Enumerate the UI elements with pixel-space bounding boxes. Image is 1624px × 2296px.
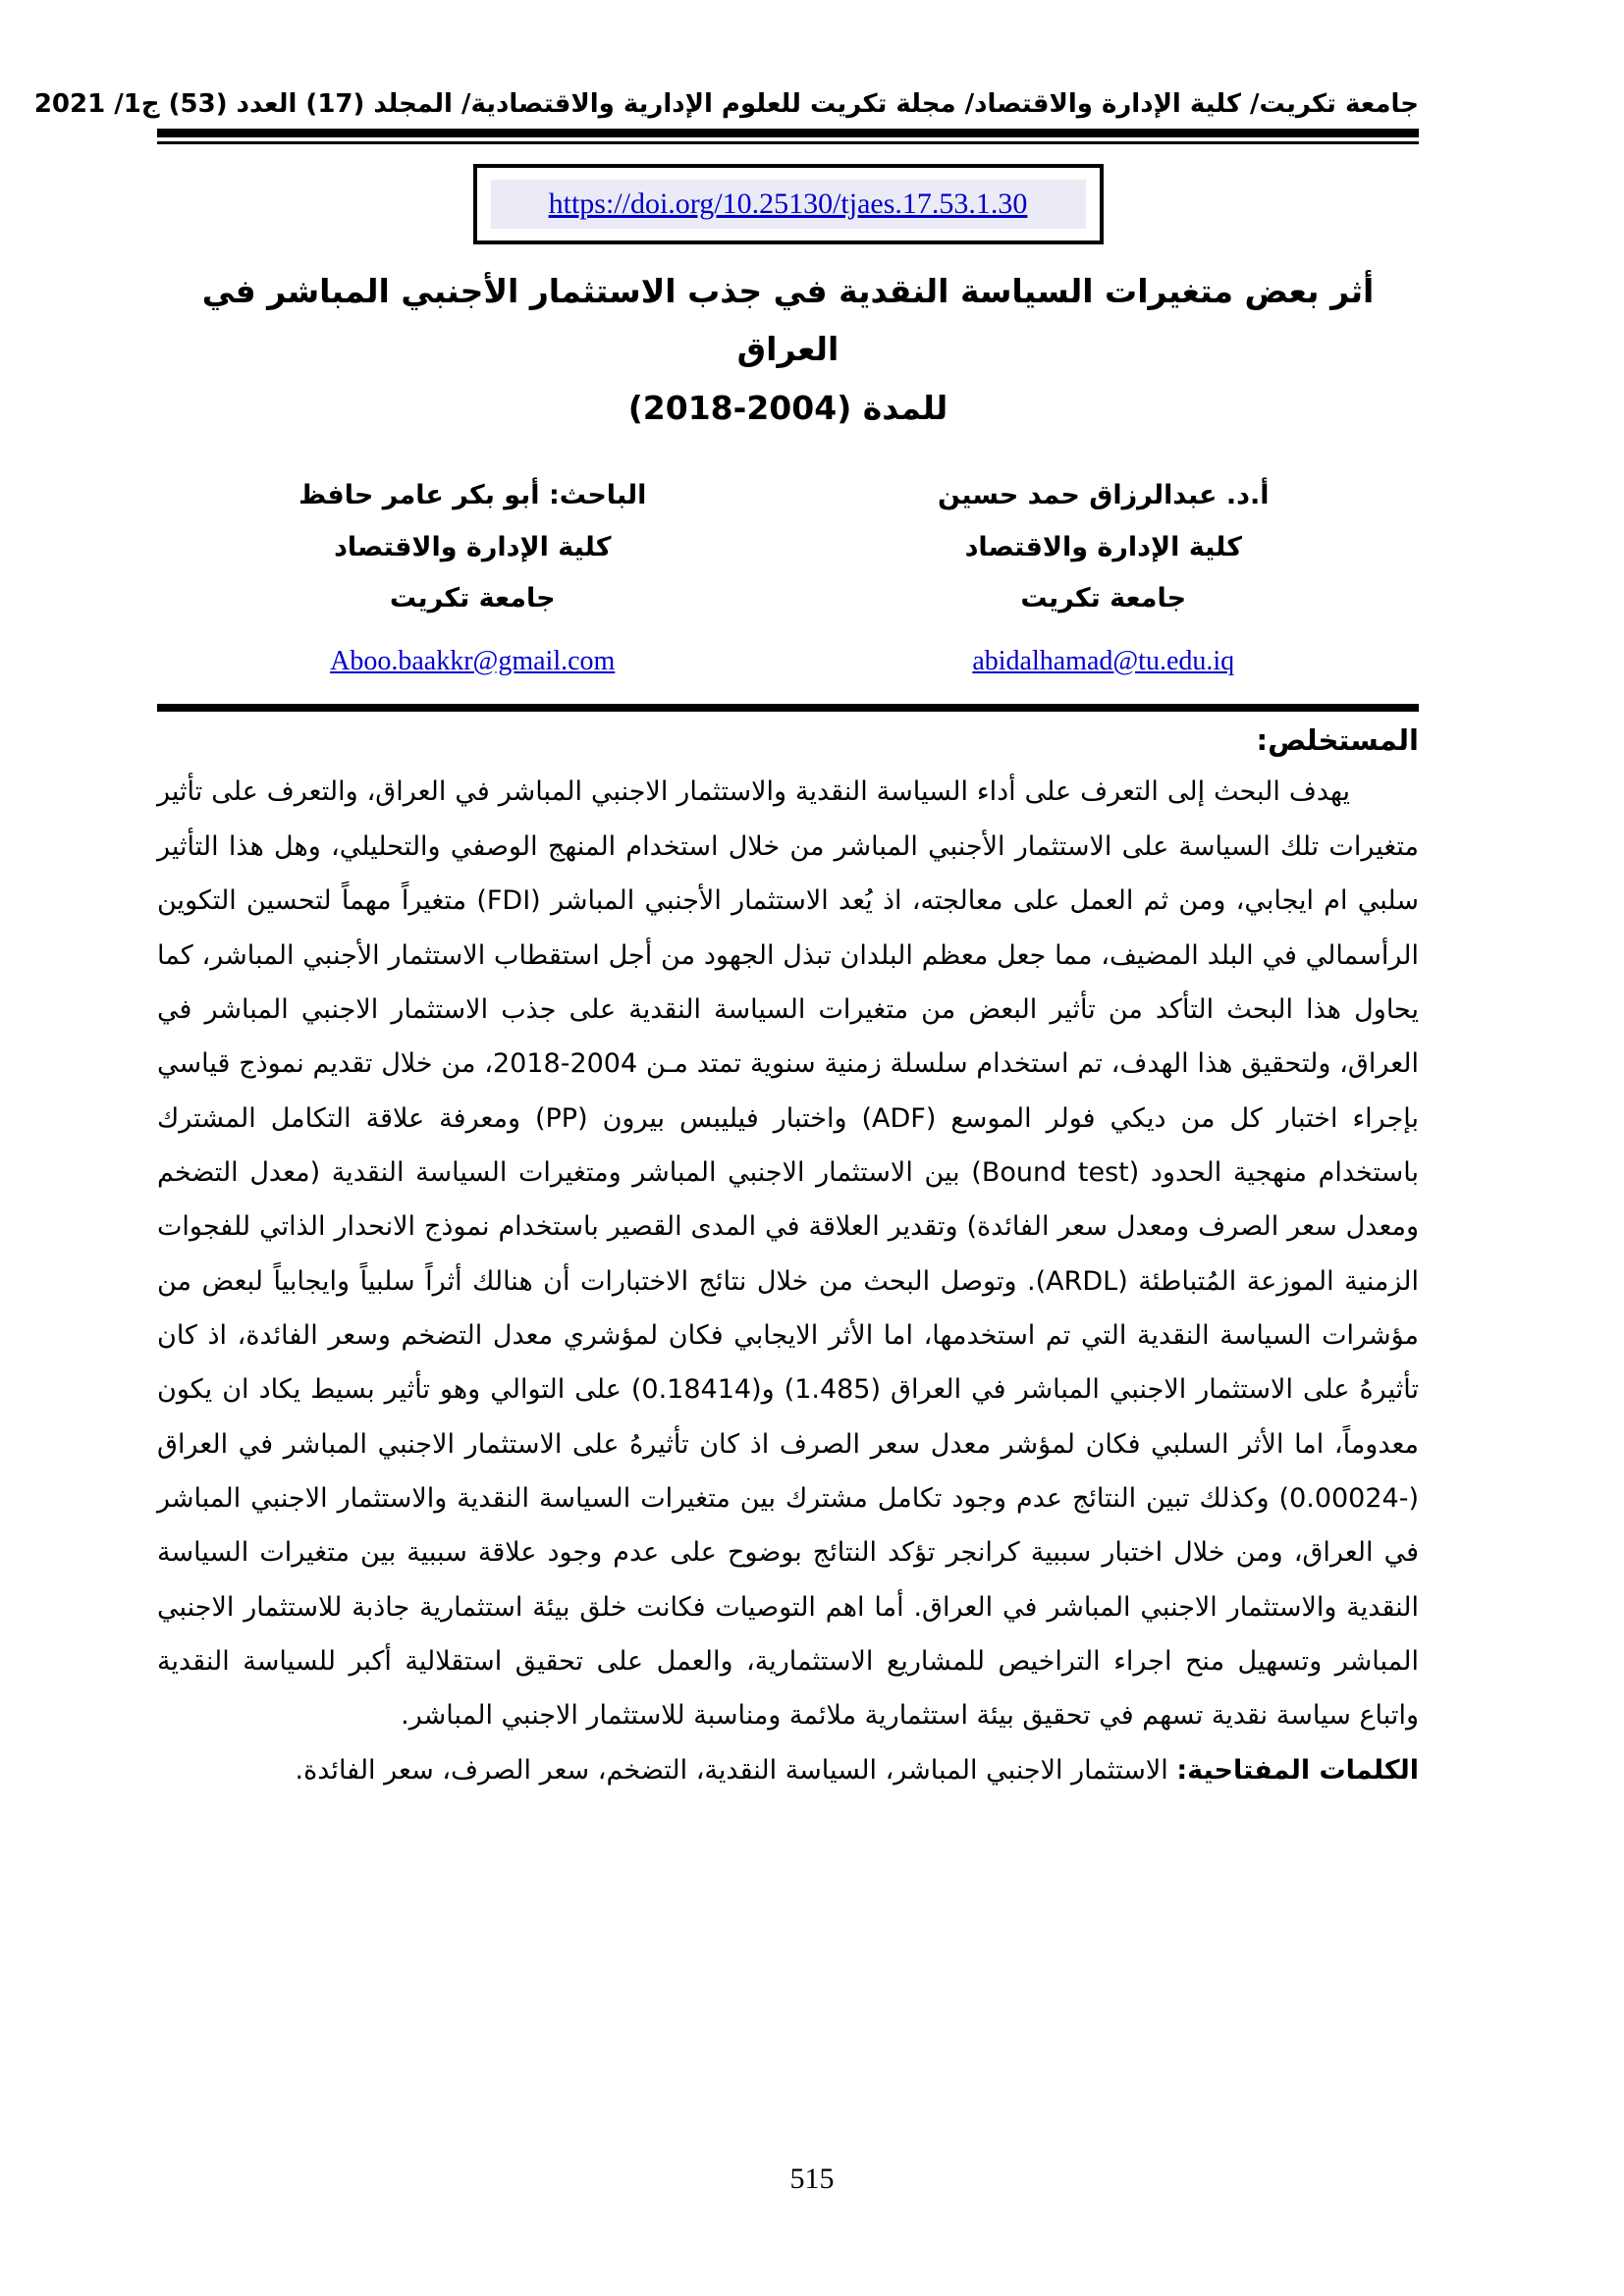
keywords-text: الاستثمار الاجنبي المباشر، السياسة النقدية، التضخم، سعر الصرف، سعر الفائدة. xyxy=(295,1754,1168,1786)
author-supervisor xyxy=(788,470,1420,689)
author-supervisor-name: أ.د. عبدالرزاق حمد حسين xyxy=(938,479,1270,510)
doi-highlight xyxy=(491,180,1086,229)
abstract-heading: المستخلص: xyxy=(1256,723,1419,758)
abstract-separator-rule xyxy=(157,704,1419,712)
keywords-label: الكلمات المفتاحية: xyxy=(1176,1754,1419,1786)
author-supervisor-email-link[interactable]: abidalhamad@tu.edu.iq xyxy=(972,645,1235,676)
abstract-text: يهدف البحث إلى التعرف على أداء السياسة النقدية والاستثمار الاجنبي المباشر في العراق، والتعرف على تأثير متغيرات تلك السياسة على الاستثمار الأجنبي المباشر من خلال استخدام المنهج الوصفي والتحليلي، وهل هذا التأثير سلبي ام ايجابي، ومن ثم العمل على معالجته، اذ يُعد الاستثمار الأجنبي المباشر (FDI) متغيراً مهماً لتحسين التكوين الرأسمالي في البلد المضيف، مما جعل معظم البلدان تبذل الجهود من أجل استقطاب الاستثمار الأجنبي المباشر، كما يحاول هذا البحث التأكد من تأثير البعض من متغيرات السياسة النقدية على جذب الاستثمار الاجنبي المباشر في العراق، ولتحقيق هذا الهدف، تم استخدام سلسلة زمنية سنوية تمتد مـن 2004-2018، من خلال تقديم نموذج قياسي بإجراء اختبار كل من ديكي فولر الموسع (ADF) واختبار فيليبس بيرون (PP) ومعرفة علاقة التكامل المشترك باستخدام منهجية الحدود (Bound test) بين الاستثمار الاجنبي المباشر ومتغيرات السياسة النقدية (معدل التضخم ومعدل سعر الصرف ومعدل سعر الفائدة) وتقدير العلاقة في المدى القصير باستخدام نموذج الانحدار الذاتي للفجوات الزمنية الموزعة المُتباطئة (ARDL). وتوصل البحث من خلال نتائج الاختبارات أن هنالك أثراً سلبياً وايجابياً لبعض من مؤشرات السياسة النقدية التي تم استخدمها، اما الأثر الايجابي فكان لمؤشري معدل التضخم وسعر الفائدة، اذ كان تأثيرهُ على الاستثمار الاجنبي المباشر في العراق (1.485) و(0.18414) على التوالي وهو تأثير بسيط يكاد ان يكون معدوماً، اما الأثر السلبي فكان لمؤشر معدل سعر الصرف اذ كان تأثيرهُ على الاستثمار الاجنبي المباشر في العراق (-0.00024) وكذلك تبين النتائج عدم وجود تكامل مشترك بين متغيرات السياسة النقدية والاستثمار الاجنبي المباشر في العراق، ومن خلال اختبار سببية كرانجر تؤكد النتائج بوضوح على عدم وجود علاقة سببية بين متغيرات السياسة النقدية والاستثمار الاجنبي المباشر في العراق. أما اهم التوصيات فكانت خلق بيئة استثمارية جاذبة للاستثمار الاجنبي المباشر وتسهيل منح اجراء التراخيص للمشاريع الاستثمارية، والعمل على تحقيق استقلالية أكبر للسياسة النقدية واتباع سياسة نقدية تسهم في تحقيق بيئة استثمارية ملائمة ومناسبة للاستثمار الاجنبي المباشر. xyxy=(157,776,1420,1732)
doi-box xyxy=(473,164,1104,244)
keywords-line xyxy=(157,1743,1419,1797)
author-researcher xyxy=(157,470,788,689)
doi-link[interactable]: https://doi.org/10.25130/tjaes.17.53.1.30 xyxy=(548,187,1028,220)
header-rule-thick xyxy=(157,129,1419,137)
authors-block xyxy=(157,470,1419,689)
paper-title xyxy=(157,262,1419,437)
author-supervisor-university: جامعة تكريت xyxy=(1020,583,1187,614)
author-researcher-college: كلية الإدارة والاقتصاد xyxy=(334,531,612,562)
author-researcher-email-link[interactable]: Aboo.baakkr@gmail.com xyxy=(330,645,616,676)
author-supervisor-college: كلية الإدارة والاقتصاد xyxy=(964,531,1242,562)
author-researcher-name: الباحث: أبو بكر عامر حافظ xyxy=(298,479,647,510)
paper-title-line-1: أثر بعض متغيرات السياسة النقدية في جذب الاستثمار الأجنبي المباشر في العراق xyxy=(201,271,1375,369)
author-researcher-university: جامعة تكريت xyxy=(389,583,556,614)
page-number: 515 xyxy=(789,2163,835,2195)
journal-header: جامعة تكريت/ كلية الإدارة والاقتصاد/ مجلة تكريت للعلوم الإدارية والاقتصادية/ المجلد (17) العدد (53) ج1/ 2021 xyxy=(33,89,1419,119)
paper-title-line-2: للمدة (2004-2018) xyxy=(627,388,948,427)
header-rule-thin xyxy=(157,141,1419,144)
